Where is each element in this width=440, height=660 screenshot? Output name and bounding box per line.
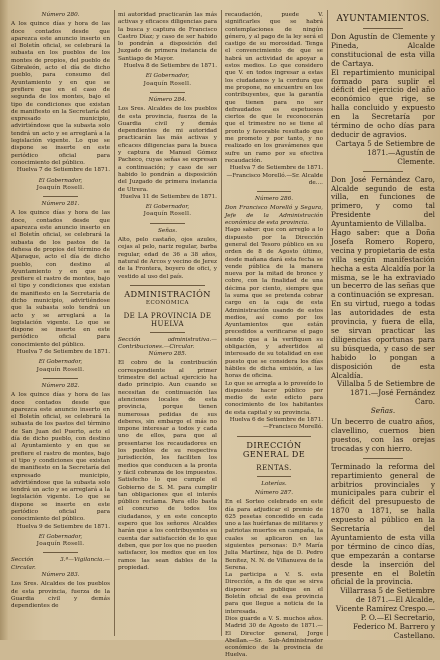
notice-date: Huelva 11 de Setiembre de 1871. xyxy=(120,193,217,200)
notice-signature: —Francisco Morelló.—Sr. Alcalde de.... xyxy=(226,172,323,186)
notice-body: Hago saber: que con arreglo a lo dispuesto por la Dirección general del Tesoro público en su orden de 8 de Agosto último, desde mañana dará esta fecha se vende pública de la manera nueva por la mitad de bronce y cobre, con la finalidad de una décima por ciento, siempre que la suma que se pretenda cobrar cargo en la caja de esta Administración usando de estos medios, así como por los Ayuntamientos que están precedidos a verificarse el pago siendo que a la verifiquen su obligación, y advertidos al interesado de su totalidad en ese puesto que se considera los días hábiles de dicha emisión, a las horas de oficina. xyxy=(225,227,323,380)
notice-body: Dios guarde a V. S. muchos años. Madrid 30 de Agosto de 1871.—El Director general, Jorge Abellan.—Sr. Sub-Administrador económico de la provincia de Huelva. xyxy=(225,615,323,659)
notice-body: Don José Fernández Caro, Alcalde segundo de esta villa, en funciones de primero, y como tal Presidente del Ayuntamiento de Villalba. xyxy=(331,174,435,229)
notice-number: Número 281. xyxy=(41,201,80,208)
notice-number: Número 283. xyxy=(41,572,80,579)
column-2 xyxy=(118,12,217,634)
section-heading: Sección administrativa.—Contribuciones.—Circular. xyxy=(118,336,217,350)
notice-body: La participa a V. S. esta Dirección, a fin de que se sirva disponer se publique en el Boletín oficial de esa provincia para que llegue a noticia de la interesada. xyxy=(225,572,323,615)
notice-date: Huelva 7 de Setiembre de 1871. xyxy=(229,165,323,172)
notice-number: Número 287. xyxy=(254,489,293,496)
signature-title: El Gobernador, xyxy=(38,533,83,540)
senas-body: Alto, pelo castaño, ojos azules, cejas al pelo, nariz regular, barba regular, edad de 36 a 38 años, natural de Arcos y vecino de Jerez de la Frontera, boyero de ofici, y vestido al uso del país. xyxy=(118,237,217,280)
separator xyxy=(43,378,78,379)
notice-body: A los quince días y hora de las doce, contados desde que aparezca este anuncio inserto en el Boletín oficial, se celebrará la subasta de los pastos de la dehesa de propios del término de Aljaraque, acto el día de dicho pueblo, con destino al Ayuntamiento y en que se prefiere el rastro de montes, bajo el tipo y condiciones que existan de manifiesto en la Secretaría de dicho municipio, advirtiéndose que la subasta solo tendrá un acto y se arreglará a la legislación vigente. Lo que se dispone se inserte en este periódico oficial para conocimiento del público. xyxy=(11,210,110,348)
notice-body: El cobro de la contribución correspondiente al primer trimestre del actual ejercicio ha dado principio. Aun cuando se necesitan de continuación las atenciones locales de esta provincia, porque tienen numerosas pedidas de sus deberes, sin embargo el más no impone interesar a todos y cada uno de ellos, para que al presentarse los recaudadores en los pueblos de su respectiva jurisdicción, les faciliten los medios que conducen a la pronta y fácil cobranza de los impuestos. Satisfecho lo que cumple el Gobierno de S. M. para cumplir tan obligaciones que el interés público reclama. Para ello basta el concurso de todos los ciudadanos, y en este concepto espero que los señores Alcaldes harán que a los contribuyentes su cuenta dar satisfacción de lo que deben, que por los que no pueden satisfacer, los medios que en los ramos las sean dables de la propiedad. xyxy=(118,360,217,571)
signature-title: El Gobernador, xyxy=(38,177,83,184)
senas-body: Un becerro de cuatro años, clavellino, cuernos bien puestos, con las orejas trocadas y con hierro. xyxy=(331,417,435,453)
notice-number: Número 280. xyxy=(41,12,80,18)
signature-title: El Gobernador, xyxy=(145,204,190,211)
section-title-ayuntamientos: AYUNTAMIENTOS. xyxy=(336,14,430,24)
signature-name: Joaquín Rosell. xyxy=(143,211,192,218)
section-title-administracion: ADMINISTRACIÓN xyxy=(124,288,211,299)
separator xyxy=(130,285,205,286)
separator xyxy=(363,458,403,459)
notice-body: En su virtud, ruego a todas las autoridades de esta provincia, y fuera de ella, se sirvan practicar las diligencias oportunas para su búsqueda, y caso de ser habido lo pongan a disposición de esta Alcaldía. xyxy=(331,299,435,380)
notice-number: Número 286. xyxy=(254,196,293,203)
section-heading: Sección 3.ª—Vigilancia.—Circular. xyxy=(11,557,110,571)
notice-body: A los quince días y hora de las doce contados desde que aparezca este anuncio inserto en el Boletín oficial, se celebrará la subasta en los pueblos de los montes de propios, del pueblo de Gibraleón, acto el día de dicho pueblo, para consumo del Ayuntamiento y en que se prefiere que en el caso de segunda de los montes, bajo el tipo de condiciones que existan de manifiesto en la Secretaría del expresado municipio, advirtiéndose que la subasta solo tendrá un acto y se arreglará a la legislación vigente. Lo que se dispone se inserte en este periódico oficial para conocimiento del público. xyxy=(11,21,110,166)
column-4 xyxy=(331,12,435,640)
column-1 xyxy=(11,12,110,634)
senas-heading: Señas. xyxy=(157,227,178,234)
separator xyxy=(257,476,291,477)
notice-body: En el Sorteo celebrado en este día para adjudicar el premio de 625 pesetas concedido en cada uno a las huérfanas de militares y patriotas muertos en campaña, la cuales se aplicaron en las siguientes personas: D.ª María Julia Martínez, hija de D. Pedro Benitez, N. N. de Villanueva de la Serena. xyxy=(225,499,323,571)
separator xyxy=(257,191,291,192)
separator xyxy=(150,92,185,93)
notice-number: Número 284. xyxy=(148,96,187,103)
signature-name: Joaquín Rosell. xyxy=(36,541,85,548)
notice-body: Terminado la reforma del repartimiento general de arbitrios provinciales y municipales para cubrir el déficit del presupuesto de 1870 a 1871, se halla expuesto al público en la Secretaría del Ayuntamiento de esta villa por término de cinco días, que empezarán a contarse desde la inserción del presente en el Boletín oficial de la provincia. xyxy=(331,461,435,587)
notice-date: Villarrasa 5 de Setiembre de 1871.—El Alcalde, Vicente Ramírez Crespo.—P. O.—El Secretario, Federico M. Barrero y Castellano. xyxy=(335,586,435,640)
separator xyxy=(43,196,78,197)
separator xyxy=(43,552,78,553)
section-heading: Loterías. xyxy=(261,480,287,487)
notice-signature: —Francisco Morelló. xyxy=(263,424,323,431)
section-subtitle: ECONÓMICA xyxy=(145,300,190,307)
senas-heading: Señas. xyxy=(370,406,396,416)
separator xyxy=(150,223,185,224)
signature-name: Joaquín Rosell. xyxy=(36,184,85,191)
section-province: DE LA PROVINCIA DE HUELVA xyxy=(123,311,212,328)
notice-body: mi autoridad practicarán las más activas y eficaces diligencias para la busca y captura de Francisco Castro Díaz; y caso de ser habido lo pondrán a disposición del Juzgado de primera instancia de Santiago de Mayor. xyxy=(118,12,217,62)
separator xyxy=(237,436,311,437)
section-title-direccion: DIRECCIÓN GENERAL DE xyxy=(242,439,306,460)
notice-body: El repartimiento municipal formado para suplir el déficit del ejercicio del año económico que rige, se halla concluido y expuesto en la Secretaría por término de ocho días para deducir de agravios. xyxy=(331,67,435,139)
column-rule xyxy=(114,10,115,636)
notice-date: Cartaya 5 de Setiembre de 1871.—Agustín de Clemente. xyxy=(335,138,435,166)
signature-title: El Gobernador, xyxy=(38,359,83,366)
column-3 xyxy=(225,12,323,659)
notice-heading: Don Francisco Morelló y Segura, Jefe de la Administración económica de esta provincia. xyxy=(225,205,323,227)
notice-body: Hago saber: que a Doña Josefa Romero Ropero, vecina y propietaria de esta villa según manifestación hecha a esta Alcaldía por la misma, se le ha extraviado un becerro de las señas que a continuación se expresan. xyxy=(331,228,435,300)
notice-date: Huelva 9 de Setiembre de 1871. xyxy=(16,523,110,530)
notice-number: Número 282. xyxy=(41,382,80,389)
notice-body: Lo que se arregla a lo proveído lo dispuesto hacer público por medio de este edicto para conocimiento de los habitantes de esta capital y su provincia. xyxy=(225,380,323,416)
notice-body: Don Agustín de Clemente y Pineda, Alcalde constitucional de esta villa de Cartaya. xyxy=(331,32,435,68)
signature-name: Joaquín Rosell. xyxy=(36,366,85,373)
separator xyxy=(150,332,185,333)
notice-date: Villalba 5 de Setiembre de 1871.—José Fernández Caro. xyxy=(336,379,435,407)
notice-date: Huelva 7 de Setiembre de 1871. xyxy=(16,349,110,356)
section-title-rentas: RENTAS. xyxy=(256,463,292,472)
signature-name: Joaquín Rosell. xyxy=(143,80,192,87)
separator xyxy=(363,28,403,29)
column-rule xyxy=(221,10,222,636)
page-fold-shadow xyxy=(0,0,8,640)
notice-body: Los Sres. Alcaldes de los pueblos de esta provincia, fuerza de la Guardia civil y demás dependientes de mi autoridad practicarán las más activas y eficaces diligencias para la busca y captura de Manuel Gómez Pacheco, cuyas señas se expresan a continuación; y caso de ser habido lo pondrán a disposición del Juzgado de primera instancia de Utrera. xyxy=(118,106,217,193)
notice-number: Número 285. xyxy=(148,351,187,358)
notice-date: Huelva 8 de Setiembre de 1871. xyxy=(123,63,217,70)
notice-date: Huelva 6 de Setiembre de 1871. xyxy=(229,417,323,424)
separator xyxy=(363,171,403,172)
signature-title: El Gobernador, xyxy=(145,73,190,80)
notice-body: A los quince días y hora de las doce contados desde que aparezca este anuncio inserto en el Boletín oficial, se celebrará la subasta de los pastos del término de San Juan del Puerto, acto el día de dicho pueblo, con destino al Ayuntamiento y en que se prefiere el rastro de montes, bajo el tipo y condiciones que existan de manifiesto en la Secretaría del expresado municipio, advirtiéndose que la subasta solo tendrá un acto y se arreglará a la legislación vigente. Lo que se dispone se inserte en este periódico oficial para conocimiento del público. xyxy=(11,392,110,523)
notice-body: Los Sres. Alcaldes de los pueblos de esta provincia, fuerza de la Guardia civil y demás dependientes de xyxy=(11,581,110,610)
notice-body: recaudación, puede V. significarles que se habrá contemplaciones de ningún género, y al pago de la ley será el castigo de su morosidad. Tenga el convencimiento de que se habrá un actividad de apoyar a estos medios. Lo que considero que V. en todos ingresar a estas los ciudadanos y la cordura que me propone, no encuentre en los contribuyentes, que la garantía que tienen para no ser defraudados es espetuosos ciertos de que le reconocerán que el trimestre no se tiene al pronto y favorable resultado que me prometo y por tanto, y no realizado en los gravámenes que sufre un ramo por su efectiva recaudación. xyxy=(225,12,323,164)
column-rule xyxy=(327,10,328,636)
notice-date: Huelva 7 de Setiembre de 1871. xyxy=(16,167,110,174)
